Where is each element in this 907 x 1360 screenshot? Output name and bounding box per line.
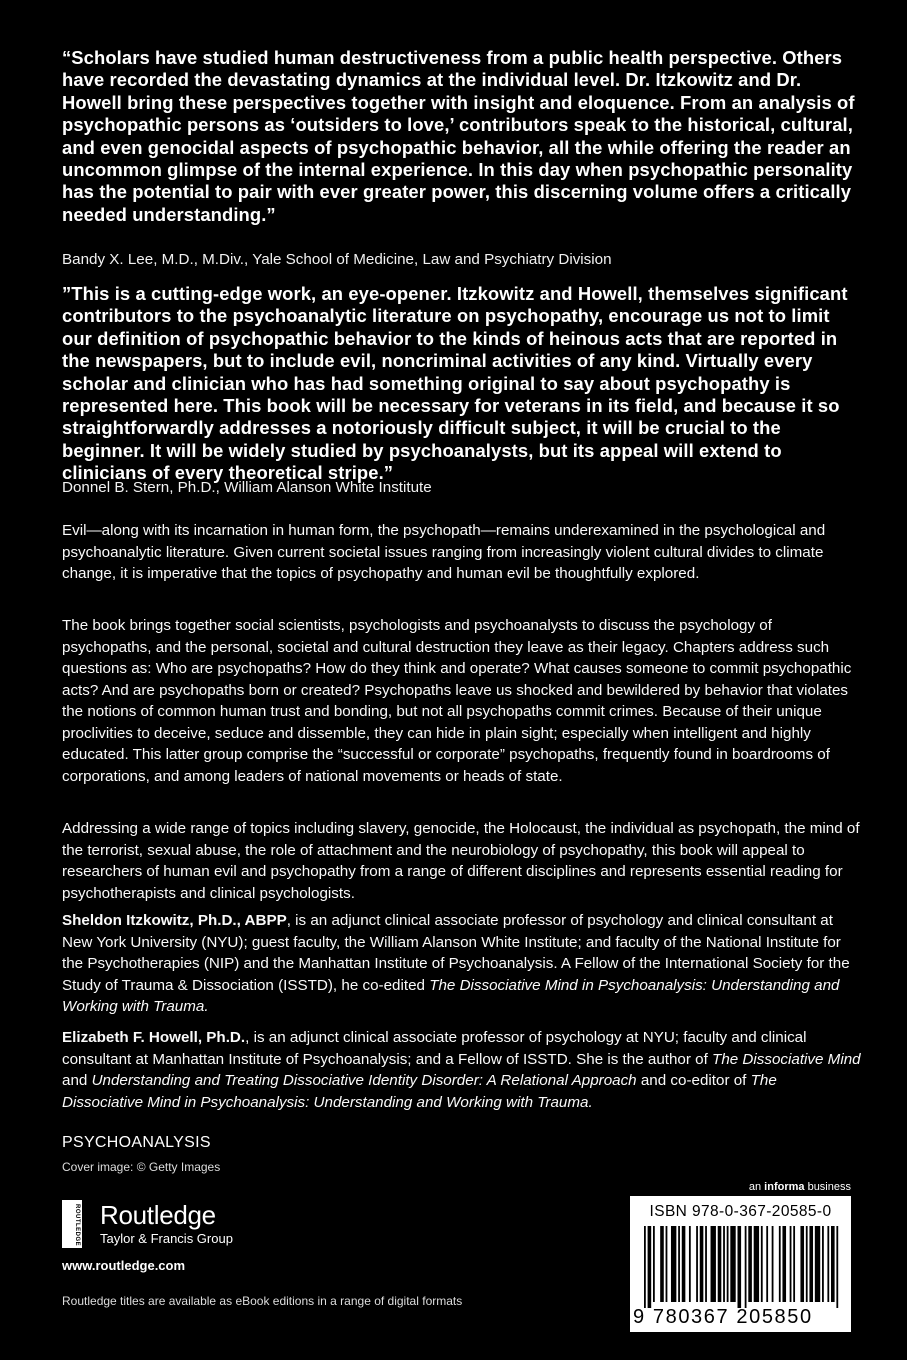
isbn-digits: 9 780367 205850 (633, 1306, 813, 1328)
book-title: The Dissociative Mind (712, 1050, 861, 1068)
endorsement-attribution-1: Bandy X. Lee, M.D., M.Div., Yale School of Medicine, Law and Psychiatry Division (62, 251, 612, 268)
editor-bio-text: and co-editor of (636, 1072, 751, 1089)
barcode-bar (772, 1226, 774, 1302)
endorsement-quote-1: “Scholars have studied human destructiveness from a public health perspective. Others have recorded the devastating dynamics at the individual level. Dr. Itzkowitz and Dr. Howell bring these perspectives together with insight and eloquence. From an analysis of psychopathic persons as ‘outsiders to love,’ contributors speak to the historical, cultural, and even genocidal aspects of psychopathic behavior, all the while offering the reader an uncommon glimpse of the internal experience. In this day when psychopathic personality has the potential to pair with ever greater power, this discerning volume offers a critically needed understanding.” (62, 47, 855, 225)
description-paragraph: Evil—along with its incarnation in human form, the psychopath—remains underexamined in the psychological and psychoanalytic literature. Given current societal issues ranging from increasingly violent cultural divides to climate change, it is imperative that the topics of psychopathy and human evil be thoughtfully explored. (62, 522, 826, 582)
publisher-logo (62, 1200, 292, 1250)
barcode-bar (831, 1226, 835, 1302)
editor-bio-itzkowitz (62, 910, 862, 1018)
barcode-bar (727, 1226, 729, 1302)
barcode-bar (766, 1226, 768, 1302)
isbn-barcode (630, 1196, 851, 1332)
barcode-bar (745, 1226, 747, 1308)
endorsement-attribution-2: Donnel B. Stern, Ph.D., William Alanson White Institute (62, 479, 432, 496)
barcode-bars (644, 1226, 840, 1308)
barcode-bar (738, 1226, 742, 1308)
barcode-bar (748, 1226, 752, 1302)
barcode-bar (653, 1226, 655, 1302)
isbn-label: ISBN 978-0-367-20585-0 (649, 1203, 832, 1220)
routledge-logo-icon: ROUTLEDGE (62, 1200, 82, 1248)
editor-bio-text: , is an adjunct clinical associate professor of psychology and clinical consultant at New York University (NYU); guest faculty, the William Alanson White Institute; and faculty of the National Institute for the Psychotherapies (NIP) and the Manhattan Institute of Psychoanalysis. A Fellow of the International Society for the Study of Trauma & Dissociation (ISSTD), he co-edited (62, 912, 850, 994)
description-paragraph: The book brings together social scientists, psychologists and psychoanalysts to discuss the psychology of psychopaths, and the personal, societal and cultural destruction they leave as their legacy. Chapters address such questions as: Who are psychopaths? How do they think and operate? What causes someone to commit psychopathic acts? And are psychopaths born or created? Psychopaths leave us shocked and bewildered by behavior that violates the notions of common human trust and bonding, but not all psychopaths commit crimes. Because of their unique proclivities to deceive, seduce and dissemble, they can hide in plain sight; especially when intelligent and highly educated. This latter group comprise the “successful or corporate” psychopaths, frequently found in boardrooms of corporations, and among leaders of national movements or heads of state. (62, 617, 852, 785)
barcode-bar (809, 1226, 813, 1302)
barcode-bar (705, 1226, 707, 1302)
book-title: Understanding and Treating Dissociative Identity Disorder: A Relational Approach (91, 1072, 637, 1089)
barcode-bar (779, 1226, 781, 1302)
publisher-url[interactable]: www.routledge.com (62, 1258, 186, 1273)
subject-category: PSYCHOANALYSIS (62, 1134, 211, 1151)
endorsement-quote-2: ”This is a cutting-edge work, an eye-opener. Itzkowitz and Howell, themselves significant contributors to the psychoanalytic literature on psychopathy, encourage us not to limit our definition of psychopathic behavior to the kinds of heinous acts that are reported in the newspapers, but to include evil, noncriminal activities of any kind. Virtually every scholar and clinician who has had something original to say about psychopathy is represented here. This book will be necessary for veterans in its field, and because it so straightforwardly addresses a notoriously difficult subject, it will be crucial to the beginner. It will be widely studied by psychoanalysts, but its appeal will extend to clinicians of every theoretical stripe.” (62, 283, 848, 484)
editor-name: Elizabeth F. Howell, Ph.D. (62, 1029, 246, 1046)
barcode-bar (754, 1226, 759, 1302)
barcode-bar (723, 1226, 725, 1302)
barcode-bar (836, 1226, 838, 1308)
editor-name: Sheldon Itzkowitz, Ph.D., ABPP (62, 912, 287, 929)
editor-bio-text: , is an adjunct clinical associate professor of psychology at NYU; faculty and clinical consultant at Manhattan Institute of Psychoanalysis; and a Fellow of ISSTD. She is the author of (62, 1029, 807, 1068)
barcode-bar (696, 1226, 698, 1302)
barcode-bar (711, 1226, 716, 1302)
barcode-bar (678, 1226, 680, 1302)
barcode-bar (790, 1226, 792, 1302)
barcode-bar (718, 1226, 722, 1302)
publisher-group: Taylor & Francis Group (100, 1231, 233, 1246)
barcode-bar (671, 1226, 676, 1302)
editor-bio-text: and (62, 1072, 92, 1089)
ebook-note: Routledge titles are available as eBook editions in a range of digital formats (62, 1294, 463, 1308)
barcode-bar (806, 1226, 808, 1302)
barcode-bar (815, 1226, 820, 1302)
barcode-bar (761, 1226, 763, 1302)
informa-tagline: an informa business (748, 1181, 851, 1193)
barcode-bar (682, 1226, 686, 1302)
barcode-bar (666, 1226, 668, 1302)
editor-bio-howell (62, 1027, 862, 1113)
book-title: The Dissociative Mind in Psychoanalysis: Understanding and Working with Trauma. (62, 1072, 777, 1111)
book-title: The Dissociative Mind in Psychoanalysis: Understanding and Working with Trauma. (62, 976, 840, 1015)
barcode-bar (689, 1226, 691, 1302)
barcode-bar (793, 1226, 795, 1302)
description-paragraph: Addressing a wide range of topics including slavery, genocide, the Holocaust, the individual as psychopath, the mind of the terrorist, sexual abuse, the role of attachment and the neurobiology of psychopathy, this book will appeal to researchers of human evil and psychopathy from a range of different disciplines and represents essential reading for psychotherapists and clinical psychologists. (62, 820, 860, 902)
barcode-bar (660, 1226, 664, 1302)
publisher-name: Routledge (100, 1200, 216, 1230)
cover-credit: Cover image: © Getty Images (62, 1160, 221, 1174)
barcode-bar (648, 1226, 652, 1308)
barcode-bar (822, 1226, 824, 1302)
barcode-bar (730, 1226, 735, 1302)
barcode-bar (700, 1226, 704, 1302)
barcode-bar (644, 1226, 646, 1308)
barcode-bar (800, 1226, 804, 1302)
barcode-bar (782, 1226, 786, 1302)
barcode-bar (827, 1226, 829, 1302)
